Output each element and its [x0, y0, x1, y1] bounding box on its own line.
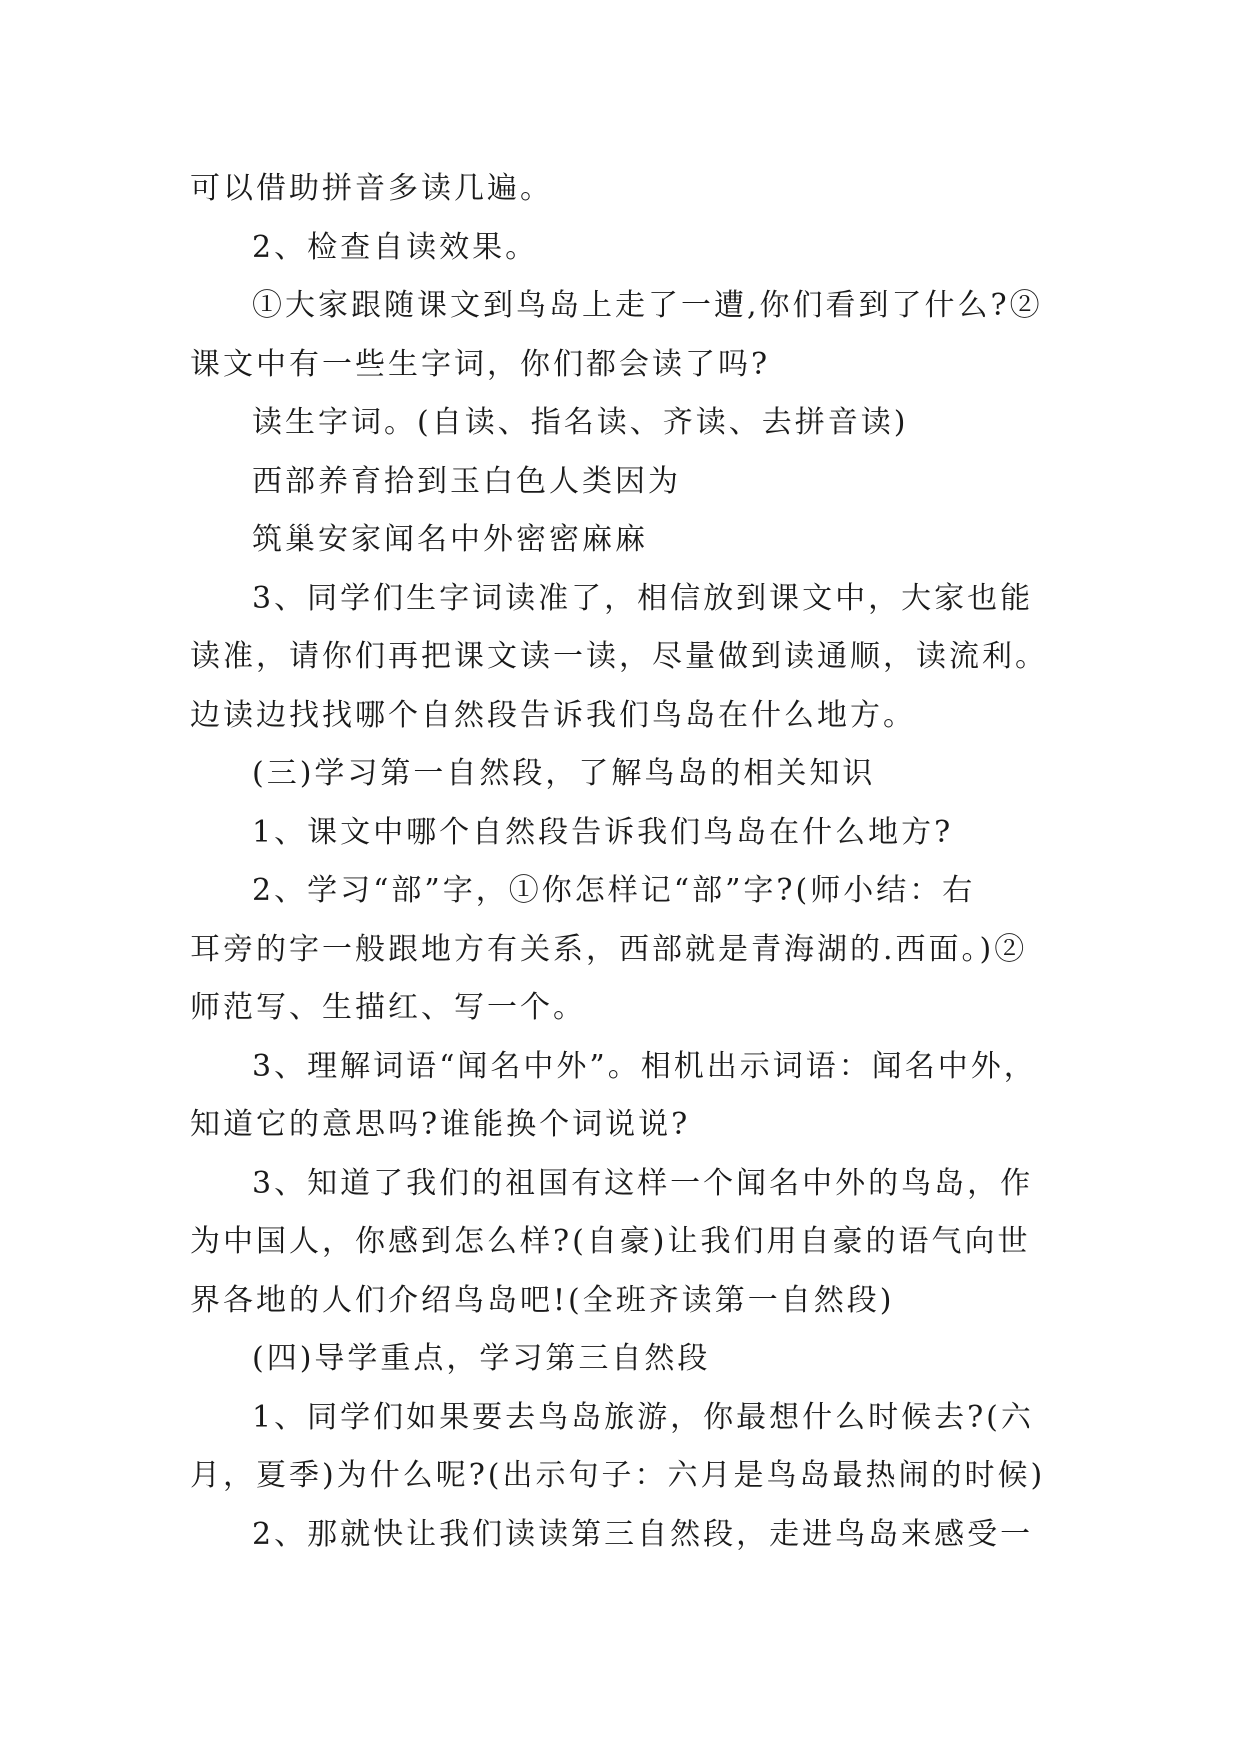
text-line: ①大家跟随课文到鸟岛上走了一遭,你们看到了什么?②	[252, 288, 1043, 323]
paragraph	[190, 160, 1090, 219]
paragraph	[190, 862, 1090, 1038]
text-line: 界各地的人们介绍鸟岛吧!(全班齐读第一自然段)	[190, 1282, 895, 1318]
text-line: 3、理解词语“闻名中外”。相机出示词语：闻名中外，	[252, 1048, 1037, 1084]
paragraph	[190, 453, 1090, 512]
paragraph	[190, 1389, 1090, 1506]
paragraph	[190, 1155, 1090, 1331]
text-line: 筑巢安家闻名中外密密麻麻	[252, 522, 648, 557]
text-line: 1、同学们如果要去鸟岛旅游，你最想什么时候去?(六	[252, 1399, 1034, 1435]
text-line: 为中国人，你感到怎么样?(自豪)让我们用自豪的语气向世	[190, 1224, 1031, 1259]
paragraph	[190, 1506, 1090, 1565]
text-line: 读生字词。(自读、指名读、齐读、去拼音读)	[252, 405, 909, 440]
text-line: 2、那就快让我们读读第三自然段，走进鸟岛来感受一	[252, 1516, 1034, 1552]
document-body	[190, 160, 1090, 1564]
text-line: 2、检查自读效果。	[252, 229, 539, 265]
text-line: 读准，请你们再把课文读一读，尽量做到读通顺，读流利。	[190, 639, 1048, 674]
text-line: (三)学习第一自然段，了解鸟岛的相关知识	[252, 756, 876, 791]
text-line: 月，夏季)为什么呢?(出示句子：六月是鸟岛最热闹的时候)	[190, 1458, 1046, 1493]
text-line: 可以借助拼音多读几遍。	[190, 171, 553, 206]
paragraph	[190, 745, 1090, 804]
paragraph	[190, 394, 1090, 453]
text-line: 3、同学们生字词读准了，相信放到课文中，大家也能	[252, 580, 1034, 616]
text-line: 知道它的意思吗?谁能换个词说说?	[190, 1107, 691, 1142]
paragraph	[190, 1330, 1090, 1389]
text-line: 1、课文中哪个自然段告诉我们鸟岛在什么地方?	[252, 814, 954, 850]
text-line: 师范写、生描红、写一个。	[190, 990, 586, 1025]
text-line: 3、知道了我们的祖国有这样一个闻名中外的鸟岛，作	[252, 1165, 1034, 1201]
text-line: 耳旁的字一般跟地方有关系，西部就是青海湖的.西面。)②	[190, 931, 1028, 967]
paragraph	[190, 277, 1090, 394]
paragraph	[190, 570, 1090, 746]
text-line: 西部养育拾到玉白色人类因为	[252, 463, 681, 499]
text-line: 课文中有一些生字词，你们都会读了吗?	[190, 346, 771, 382]
paragraph	[190, 804, 1090, 863]
paragraph	[190, 1038, 1090, 1155]
paragraph	[190, 511, 1090, 570]
text-line: 2、学习“部”字，①你怎样记“部”字?(师小结：右	[252, 873, 976, 908]
text-line: (四)导学重点，学习第三自然段	[252, 1341, 711, 1376]
paragraph	[190, 219, 1090, 278]
text-line: 边读边找找哪个自然段告诉我们鸟岛在什么地方。	[190, 697, 916, 733]
